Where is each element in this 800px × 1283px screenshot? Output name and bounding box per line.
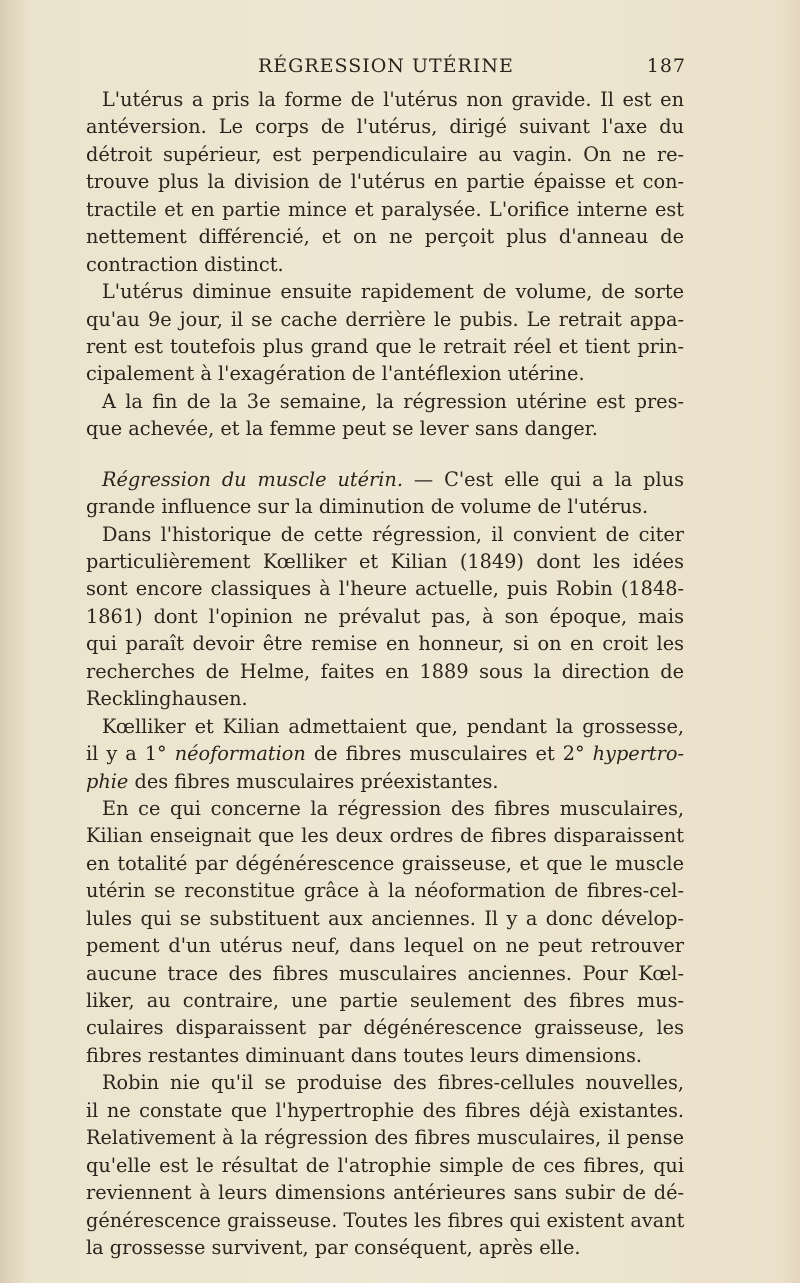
paragraph-5: [86, 713, 684, 795]
text-line: générescence graisseuse. Toutes les fibres qui existent avant: [86, 1208, 685, 1232]
text-line: fibres restantes diminuant dans toutes leurs dimensions.: [86, 1043, 643, 1067]
text-line: Relativement à la régression des fibres musculaires, il pense: [86, 1126, 684, 1150]
text-line: En ce qui concerne la régression des fibres musculaires,: [102, 796, 684, 820]
text-line: particulièrement Kœlliker et Kilian (1849) dont les idées: [86, 550, 684, 573]
text-line: liker, au contraire, une partie seulement des fibres mus-: [86, 989, 684, 1012]
text-line: détroit supérieur, est perpendiculaire au vagin. On ne re-: [86, 142, 684, 166]
text-line: L'utérus a pris la forme de l'utérus non gravide. Il est en: [102, 88, 684, 111]
text-run: des fibres musculaires préexistantes.: [128, 769, 499, 793]
paragraph-4: [86, 521, 684, 713]
text-run: de fibres musculaires et 2°: [305, 742, 593, 766]
text-line: Kilian enseignait que les deux ordres de fibres disparaissent: [86, 824, 684, 848]
text-line: [86, 740, 684, 767]
text-line: reviennent à leurs dimensions antérieures sans subir de dé-: [86, 1181, 684, 1205]
running-header: [86, 55, 686, 85]
paragraph-6: [86, 795, 684, 1069]
paragraph-3: [86, 388, 684, 443]
body-text: [86, 86, 684, 1261]
text-line: en totalité par dégénérescence graisseuse, et que le muscle: [86, 851, 684, 875]
text-line: il ne constate que l'hypertrophie des fibres déjà existantes.: [86, 1098, 684, 1122]
italic-term-neoformation: néoformation: [174, 742, 306, 766]
text-line: qu'elle est le résultat de l'atrophie simple de ces fibres, qui: [86, 1153, 684, 1177]
text-line: recherches de Helme, faites en 1889 sous la direction de: [86, 659, 684, 683]
text-line: antéversion. Le corps de l'utérus, dirigé suivant l'axe du: [86, 115, 684, 139]
text-line: grande influence sur la diminution de volume de l'utérus.: [86, 495, 649, 519]
section-heading-line: [86, 466, 684, 493]
text-line: que achevée, et la femme peut se lever sans danger.: [86, 417, 598, 441]
text-line: la grossesse survivent, par conséquent, après elle.: [86, 1235, 581, 1259]
paragraph-1: [86, 86, 684, 278]
text-line: trouve plus la division de l'utérus en partie épaisse et con-: [86, 170, 684, 194]
text-line: Dans l'historique de cette régression, il convient de citer: [102, 522, 684, 546]
text-line: utérin se reconstitue grâce à la néoformation de fibres-cel-: [86, 879, 684, 903]
italic-term-hypertrophie-end: phie: [86, 769, 129, 793]
running-title: RÉGRESSION UTÉRINE: [258, 55, 514, 77]
paragraph-7: [86, 1069, 684, 1261]
text-line: tractile et en partie mince et paralysée. L'orifice interne est: [86, 197, 684, 221]
text-line: Recklinghausen.: [86, 687, 248, 711]
paragraph-2: [86, 278, 684, 388]
text-line: Kœlliker et Kilian admettaient que, pendant la grossesse,: [102, 714, 684, 738]
text-line: pement d'un utérus neuf, dans lequel on ne peut retrouver: [86, 934, 684, 958]
text-line: contraction distinct.: [86, 252, 284, 276]
italic-term-hypertrophie: hypertro-: [592, 742, 685, 766]
text-line: 1861) dont l'opinion ne prévalut pas, à son époque, mais: [86, 604, 684, 628]
text-line: cipalement à l'exagération de l'antéflexion utérine.: [86, 362, 585, 386]
text-line: aucune trace des fibres musculaires anciennes. Pour Kœl-: [86, 961, 684, 985]
text-line: Robin nie qu'il se produise des fibres-cellules nouvelles,: [102, 1071, 684, 1095]
text-line: nettement différencié, et on ne perçoit plus d'anneau de: [86, 225, 684, 249]
text-line: L'utérus diminue ensuite rapidement de volume, de sorte: [102, 280, 684, 304]
text-line: culaires disparaissent par dégénérescence graisseuse, les: [86, 1016, 684, 1040]
text-line: rent est toutefois plus grand que le retrait réel et tient prin-: [86, 334, 684, 358]
section-heading: Régression du muscle utérin.: [102, 467, 403, 491]
text-line: A la fin de la 3e semaine, la régression utérine est pres-: [102, 389, 684, 413]
text-line: qui paraît devoir être remise en honneur, si on en croit les: [86, 632, 684, 656]
text-line: [86, 768, 684, 795]
section-spacer: [86, 443, 684, 466]
text-line: qu'au 9e jour, il se cache derrière le pubis. Le retrait appa-: [86, 307, 684, 331]
section-muscle: [86, 466, 684, 521]
text-run: il y a 1°: [86, 742, 175, 766]
page-number: 187: [646, 55, 686, 77]
text-line: sont encore classiques à l'heure actuelle, puis Robin (1848-: [86, 577, 684, 601]
text-line: lules qui se substituent aux anciennes. Il y a donc dévelop-: [86, 906, 684, 930]
section-heading-rest: — C'est elle qui a la plus: [402, 467, 684, 491]
